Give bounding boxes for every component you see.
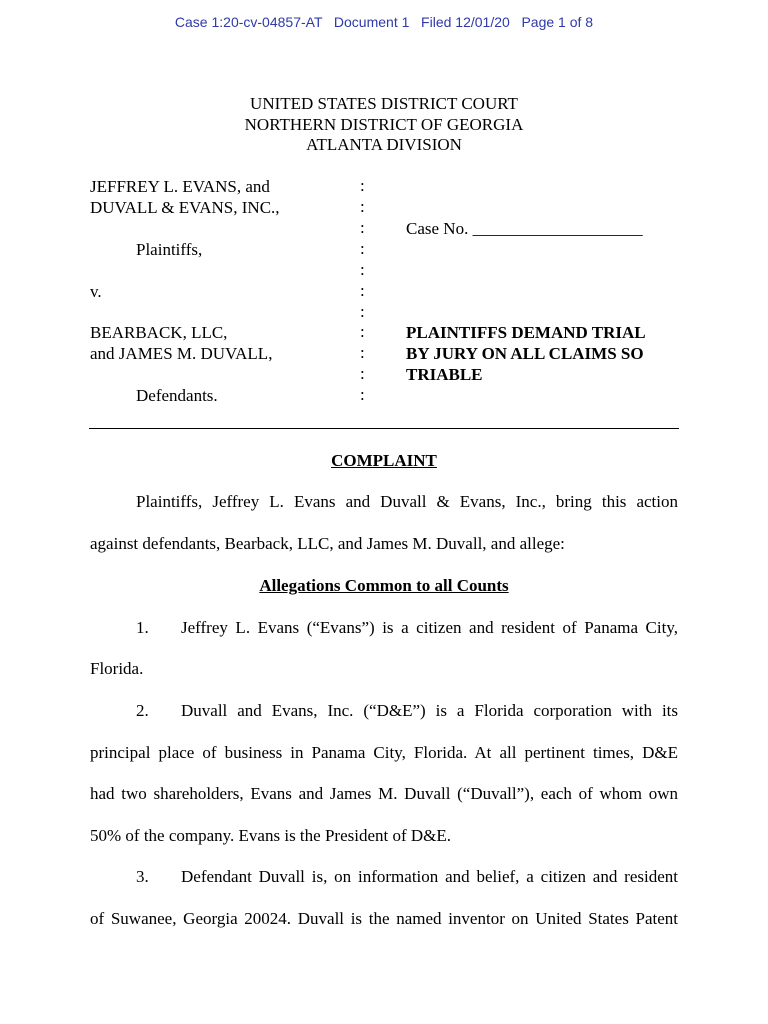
plaintiff-name: JEFFREY L. EVANS, and (90, 177, 270, 196)
paragraph-line: 50% of the company. Evans is the President of D&E. (90, 826, 452, 845)
paragraph-line: Duvall and Evans, Inc. (“D&E”) is a Florida corporation with its (181, 701, 678, 720)
jury-demand (406, 322, 646, 385)
defendant-name: and JAMES M. DUVALL, (90, 344, 273, 363)
paragraph-number: 2. (136, 701, 149, 720)
court-line: NORTHERN DISTRICT OF GEORGIA (244, 114, 524, 134)
defendants-label: Defendants. (136, 386, 218, 405)
paragraph-line: Jeffrey L. Evans (“Evans”) is a citizen and resident of Panama City, (181, 618, 678, 637)
caption-colon: : (360, 218, 365, 237)
caption-divider (89, 428, 679, 429)
plaintiff-name: DUVALL & EVANS, INC., (90, 198, 280, 217)
caption-colon: : (360, 343, 365, 362)
court-name-block (0, 94, 768, 156)
paragraph-line: principal place of business in Panama City, Florida. At all pertinent times, D&E (90, 743, 678, 762)
caption-colon: : (360, 385, 365, 404)
jury-demand-line: BY JURY ON ALL CLAIMS SO (406, 344, 644, 363)
defendant-name: BEARBACK, LLC, (90, 323, 228, 342)
jury-demand-line: PLAINTIFFS DEMAND TRIAL (406, 323, 646, 342)
caption-colon: : (360, 302, 365, 321)
intro-line: against defendants, Bearback, LLC, and James M. Duvall, and allege: (90, 534, 565, 553)
paragraph-line: had two shareholders, Evans and James M. Duvall (“Duvall”), each of whom own (90, 784, 678, 803)
caption-colon: : (360, 239, 365, 258)
court-line: UNITED STATES DISTRICT COURT (250, 94, 518, 113)
paragraph-line: Florida. (90, 659, 144, 678)
paragraph-line: of Suwanee, Georgia 20024. Duvall is the named inventor on United States Patent (90, 909, 678, 928)
paragraph-number: 1. (136, 618, 149, 637)
caption-colon: : (360, 260, 365, 279)
versus-label: v. (90, 282, 102, 301)
caption-colon: : (360, 197, 365, 216)
plaintiffs-label: Plaintiffs, (136, 240, 203, 259)
ecf-header: Case 1:20-cv-04857-AT Document 1 Filed 12/01/20 Page 1 of 8 (174, 14, 594, 30)
caption-colon: : (360, 281, 365, 300)
intro-line: Plaintiffs, Jeffrey L. Evans and Duvall & Evans, Inc., bring this action (136, 492, 678, 511)
paragraph-number: 3. (136, 867, 149, 886)
caption-colon: : (360, 322, 365, 341)
case-number-field: Case No. ____________________ (406, 219, 643, 238)
caption-colon: : (360, 364, 365, 383)
court-line: ATLANTA DIVISION (306, 135, 462, 154)
document-title: COMPLAINT (331, 451, 437, 470)
paragraph-line: Defendant Duvall is, on information and belief, a citizen and resident (181, 867, 678, 886)
section-heading: Allegations Common to all Counts (259, 576, 509, 595)
jury-demand-line: TRIABLE (406, 365, 483, 384)
caption-colon: : (360, 176, 365, 195)
